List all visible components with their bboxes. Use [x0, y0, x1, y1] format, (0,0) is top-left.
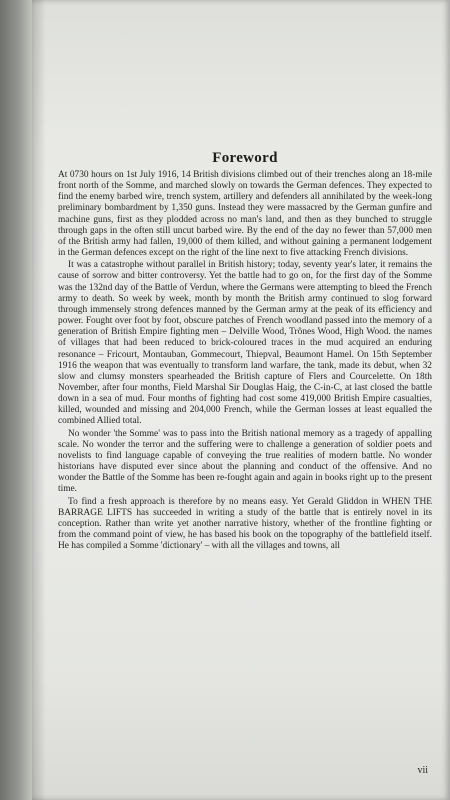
page-number: vii [417, 765, 428, 776]
book-page-stack-edge [0, 0, 34, 800]
gutter-shadow [32, 0, 46, 800]
paragraph-3: No wonder 'the Somme' was to pass into the British national memory as a tragedy of appalling scale. No wonder the terror and the suffering were to challenge a generation of soldier poets and novelists to find language capable of conveying the true realities of modern battle. No wonder historians have disputed ever since about the planning and conduct of the offensive. And no wonder the Battle of the Somme has been re-fought again and again in books right up to the present time. [58, 428, 432, 495]
paragraph-1: At 0730 hours on 1st July 1916, 14 British divisions climbed out of their trenches along an 18-mile front north of the Somme, and marched slowly on towards the German defences. They expected to find the enemy barbed wire, trench system, artillery and defenders all annihilated by the week-long preliminary bombardment by 1,350 guns. Instead they were massacred by the German gunfire and machine guns, first as they plodded across no man's land, and then as they bunched to struggle through gaps in the often still uncut barbed wire. By the end of the day no fewer than 57,000 men of the British army had fallen, 19,000 of them killed, and without gaining a permanent lodgement in the German defences except on the right of the line next to five attacking French divisions. [58, 170, 432, 259]
paragraph-4: To find a fresh approach is therefore by no means easy. Yet Gerald Gliddon in WHEN THE BARRAGE LIFTS has succeeded in writing a study of the battle that is entirely novel in its conception. Rather than write yet another narrative history, whether of the frontline fighting or from the command point of view, he has based his book on the topography of the battlefield itself. He has compiled a Somme 'dictionary' – with all the villages and towns, all [58, 496, 432, 552]
page-heading: Foreword [212, 150, 278, 166]
foreword-body [58, 170, 432, 553]
paragraph-2: It was a catastrophe without parallel in British history; today, seventy year's later, it remains the cause of sorrow and bitter controversy. Yet the battle had to go on, for the first day of the Somme was the 132nd day of the Battle of Verdun, where the Germans were attempting to bleed the French army to death. So week by week, month by month the British army continued to slog forward through immensely strong defences manned by the German army at the peak of its efficiency and power. Fought over foot by foot, obscure patches of French woodland passed into the memory of a generation of British Empire fighting men – Delville Wood, Trônes Wood, High Wood. the names of villages that had been reduced to brick-coloured traces in the mud acquired an enduring resonance – Fricourt, Montauban, Gommecourt, Thiepval, Beaumont Hamel. On 15th September 1916 the weapon that was eventually to transform land warfare, the tank, made its debut, when 32 slow and clumsy monsters spearheaded the British capture of Flers and Courcelette. On 18th November, after four months, Field Marshal Sir Douglas Haig, the C-in-C, at last closed the battle down in a sea of mud. Four months of fighting had cost some 419,000 British Empire casualties, killed, wounded and missing and 204,000 French, while the German losses at least equalled the combined Allied total. [58, 260, 432, 427]
